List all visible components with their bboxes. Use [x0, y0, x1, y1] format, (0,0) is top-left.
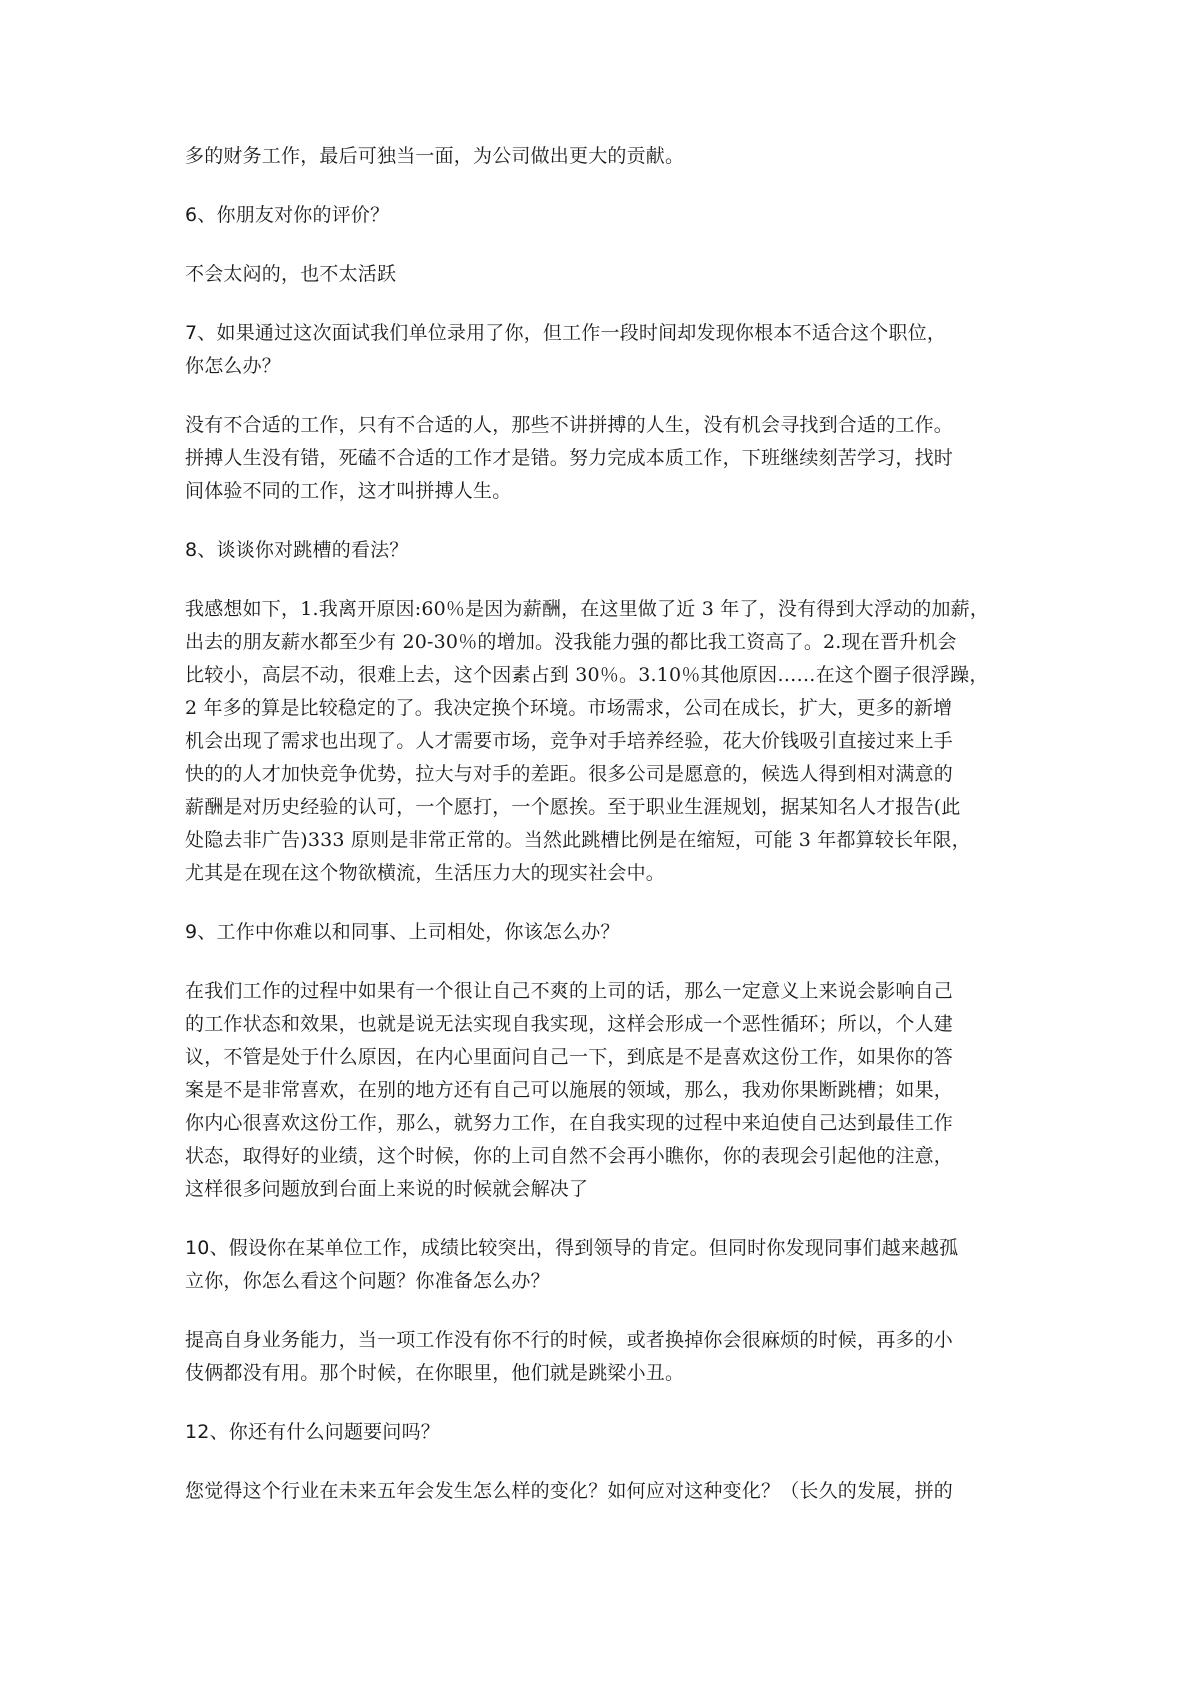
answer-paragraph-10 [185, 1324, 1025, 1390]
text-line: 薪酬是对历史经验的认可，一个愿打，一个愿挨。至于职业生涯规划，据某知名人才报告(此 [185, 796, 961, 818]
question-8 [185, 534, 1025, 567]
text-line: 7、如果通过这次面试我们单位录用了你，但工作一段时间却发现你根本不适合这个职位， [185, 322, 947, 344]
question-10 [185, 1232, 1025, 1298]
text-line: 机会出现了需求也出现了。人才需要市场，竞争对手培养经验，花大价钱吸引直接过来上手 [185, 730, 954, 752]
text-line: 状态，取得好的业绩，这个时候，你的上司自然不会再小瞧你，你的表现会引起他的注意， [185, 1145, 954, 1167]
answer-paragraph-9 [185, 975, 1025, 1206]
text-line: 8、谈谈你对跳槽的看法？ [185, 539, 409, 561]
text-line: 没有不合适的工作，只有不合适的人，那些不讲拼搏的人生，没有机会寻找到合适的工作。 [185, 414, 954, 436]
text-line: 在我们工作的过程中如果有一个很让自己不爽的上司的话，那么一定意义上来说会影响自己 [185, 980, 954, 1002]
text-line: 您觉得这个行业在未来五年会发生怎么样的变化？如何应对这种变化？（长久的发展，拼的 [185, 1480, 954, 1502]
text-line: 提高自身业务能力，当一项工作没有你不行的时候，或者换掉你会很麻烦的时候，再多的小 [185, 1329, 954, 1351]
text-line: 10、假设你在某单位工作，成绩比较突出，得到领导的肯定。但同时你发现同事们越来越孤 [185, 1237, 959, 1259]
answer-paragraph-5 [185, 140, 1025, 173]
text-line: 不会太闷的，也不太活跃 [185, 263, 397, 285]
text-line: 案是不是非常喜欢，在别的地方还有自己可以施展的领域，那么，我劝你果断跳槽；如果， [185, 1079, 954, 1101]
text-line: 的工作状态和效果，也就是说无法实现自我实现，这样会形成一个恶性循环；所以，个人建 [185, 1013, 954, 1035]
text-line: 处隐去非广告)333 原则是非常正常的。当然此跳槽比例是在缩短，可能 3 年都算较长年限， [185, 829, 971, 851]
text-line: 多的财务工作，最后可独当一面，为公司做出更大的贡献。 [185, 145, 685, 167]
text-line: 尤其是在现在这个物欲横流，生活压力大的现实社会中。 [185, 862, 666, 884]
answer-paragraph-6 [185, 258, 1025, 291]
question-6 [185, 199, 1025, 232]
text-line: 出去的朋友薪水都至少有 20-30％的增加。没我能力强的都比我工资高了。2.现在晋升机会 [185, 631, 957, 653]
question-12 [185, 1416, 1025, 1449]
text-line: 伎俩都没有用。那个时候，在你眼里，他们就是跳梁小丑。 [185, 1362, 685, 1384]
text-line: 12、你还有什么问题要问吗？ [185, 1421, 440, 1443]
question-9 [185, 916, 1025, 949]
text-line: 议，不管是处于什么原因，在内心里面问自己一下，到底是不是喜欢这份工作，如果你的答 [185, 1046, 954, 1068]
text-line: 你怎么办？ [185, 355, 282, 377]
text-line: 快的的人才加快竞争优势，拉大与对手的差距。很多公司是愿意的，候选人得到相对满意的 [185, 763, 954, 785]
text-line: 比较小，高层不动，很难上去，这个因素占到 30％。3.10％其他原因……在这个圈子很浮躁， [185, 664, 989, 686]
text-line: 立你，你怎么看这个问题？你准备怎么办？ [185, 1270, 550, 1292]
document-body [185, 140, 1025, 1534]
answer-paragraph-8 [185, 593, 1025, 890]
text-line: 我感想如下，1.我离开原因:60％是因为薪酬，在这里做了近 3 年了，没有得到大浮动的加薪， [185, 598, 990, 620]
question-7 [185, 317, 1025, 383]
text-line: 你内心很喜欢这份工作，那么，就努力工作，在自我实现的过程中来迫使自己达到最佳工作 [185, 1112, 954, 1134]
answer-paragraph-7 [185, 409, 1025, 508]
text-line: 6、你朋友对你的评价？ [185, 204, 390, 226]
answer-paragraph-12 [185, 1475, 1025, 1508]
text-line: 拼搏人生没有错，死磕不合适的工作才是错。努力完成本质工作，下班继续刻苦学习，找时 [185, 447, 954, 469]
text-line: 2 年多的算是比较稳定的了。我决定换个环境。市场需求，公司在成长，扩大，更多的新增 [185, 697, 953, 719]
text-line: 间体验不同的工作，这才叫拼搏人生。 [185, 480, 512, 502]
text-line: 这样很多问题放到台面上来说的时候就会解决了 [185, 1178, 589, 1200]
text-line: 9、工作中你难以和同事、上司相处，你该怎么办？ [185, 921, 620, 943]
